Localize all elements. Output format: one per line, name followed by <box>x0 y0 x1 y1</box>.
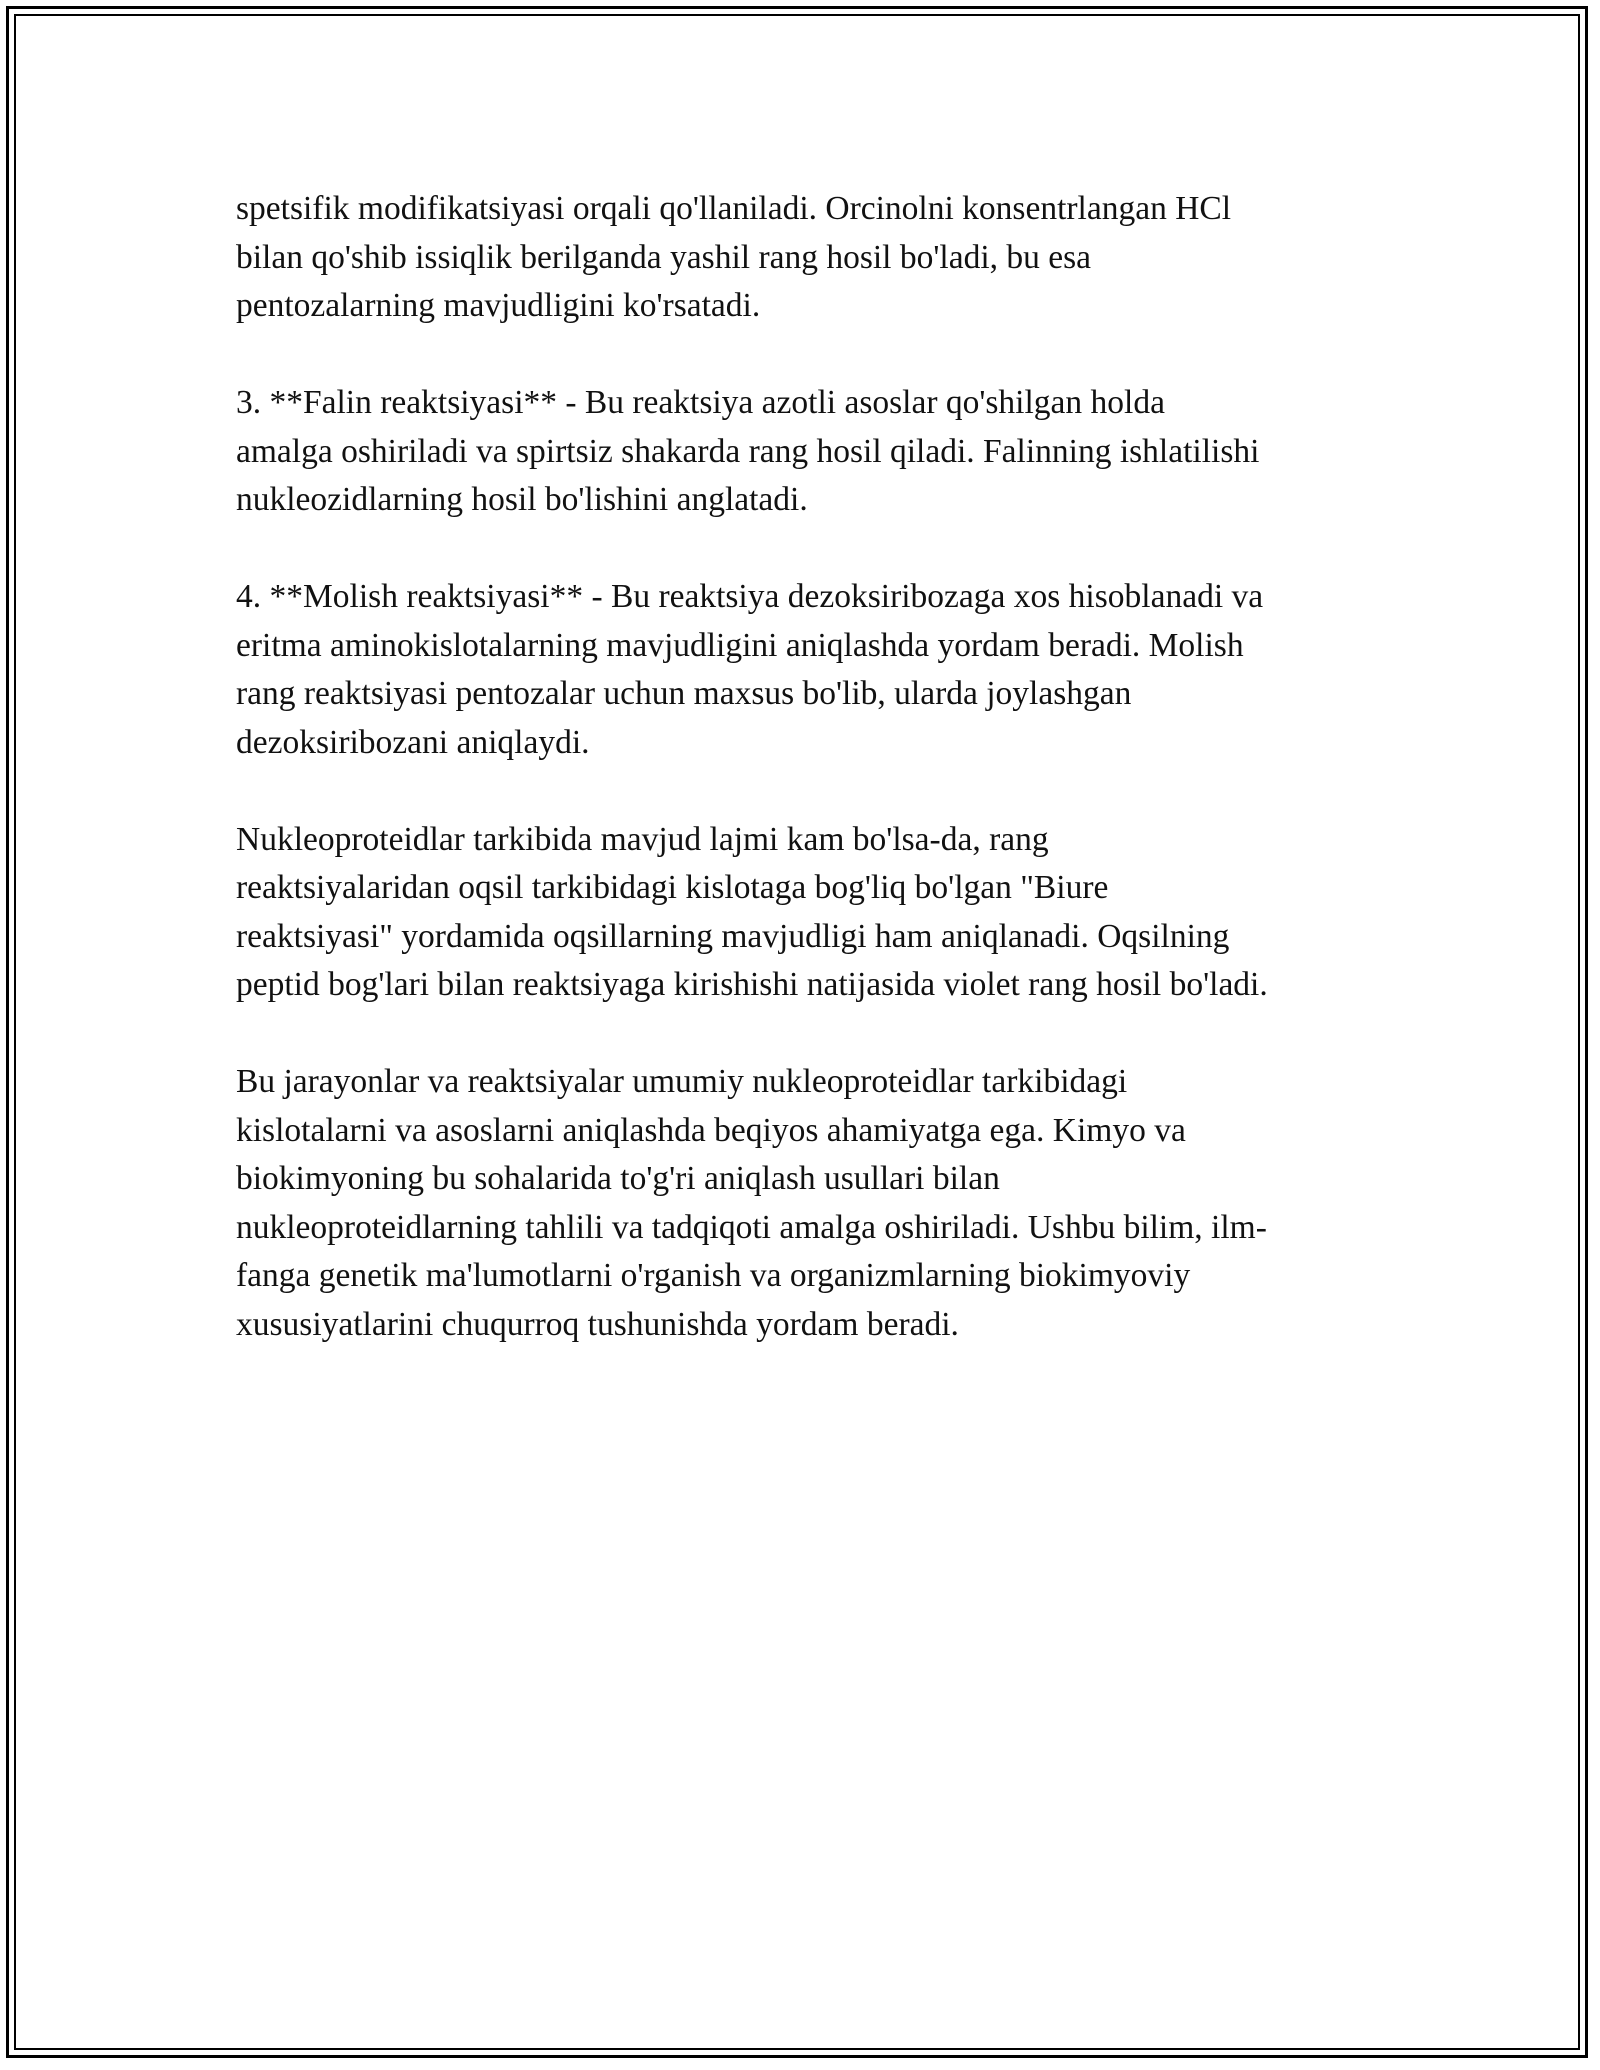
document-body <box>236 185 1376 1398</box>
paragraph-conclusion: Bu jarayonlar va reaktsiyalar umumiy nukleoproteidlar tarkibidagi kislotalarni va asoslarni aniqlashda beqiyos ahamiyatga ega. Kimyo va biokimyoning bu sohalarida to'g'ri aniqlash usullari bilan nukleoproteidlarning tahlili va tadqiqoti amalga oshiriladi. Ushbu bilim, ilm- fanga genetik ma'lumotlarni o'rganish va organizmlarning biokimyoviy xususiyatlarini chuqurroq tushunishda yordam beradi. <box>236 1063 1267 1343</box>
paragraph-biuret-reaction: Nukleoproteidlar tarkibida mavjud lajmi kam bo'lsa-da, rang reaktsiyalaridan oqsil tarkibidagi kislotaga bog'liq bo'lgan "Biure reaktsiyasi" yordamida oqsillarning mavjudligi ham aniqlanadi. Oqsilning peptid bog'lari bilan reaktsiyaga kirishishi natijasida violet rang hosil bo'ladi. <box>236 820 1268 1003</box>
paragraph-orcinol-continuation: spetsifik modifikatsiyasi orqali qo'llaniladi. Orcinolni konsentrlangan HCl bilan qo'shib issiqlik berilganda yashil rang hosil bo'ladi, bu esa pentozalarning mavjudligini ko'rsatadi. <box>236 190 1232 324</box>
paragraph-falin-reaction: 3. **Falin reaktsiyasi** - Bu reaktsiya azotli asoslar qo'shilgan holda amalga oshiriladi va spirtsiz shakarda rang hosil qiladi. Falinning ishlatilishi nukleozidlarning hosil bo'lishini anglatadi. <box>236 384 1260 518</box>
paragraph-molish-reaction: 4. **Molish reaktsiyasi** - Bu reaktsiya dezoksiribozaga xos hisoblanadi va eritma aminokislotalarning mavjudligini aniqlashda yordam beradi. Molish rang reaktsiyasi pentozalar uchun maxsus bo'lib, ularda joylashgan dezoksiribozani aniqlaydi. <box>236 578 1264 761</box>
